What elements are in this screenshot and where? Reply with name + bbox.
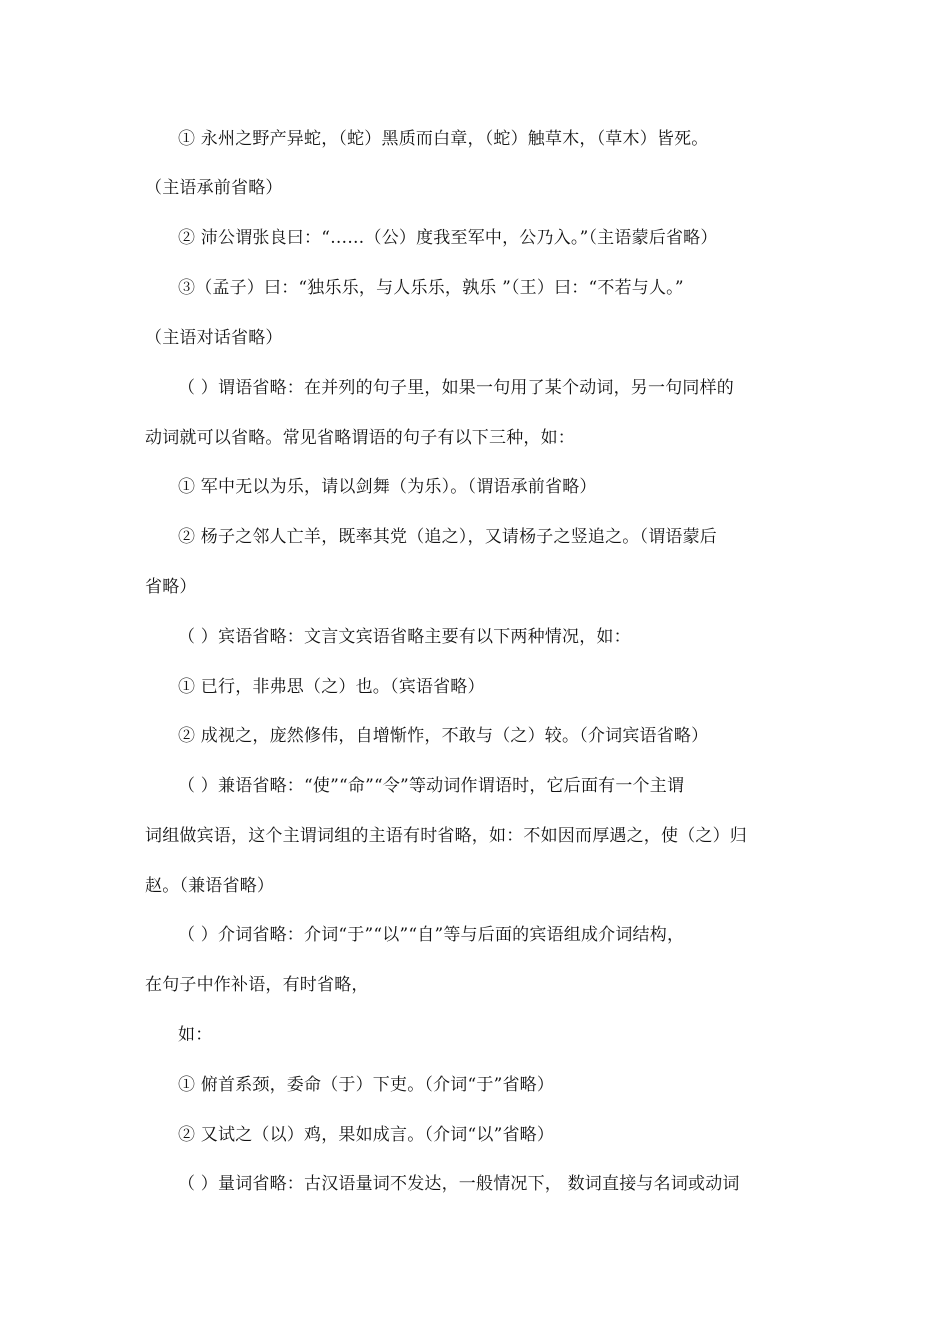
text-line: （ ）宾语省略：文言文宾语省略主要有以下两种情况，如： <box>178 627 631 647</box>
text-line: 省略） <box>145 577 197 597</box>
text-line: 动词就可以省略。常见省略谓语的句子有以下三种，如： <box>145 428 575 448</box>
text-line: ① 永州之野产异蛇，（蛇）黑质而白章，（蛇）触草木，（草木）皆死。 <box>178 129 709 149</box>
text-line: （主语对话省略） <box>145 328 283 348</box>
text-line: （ ）兼语省略：“使”“命”“令”等动词作谓语时，它后面有一个主谓 <box>178 776 685 796</box>
text-line: ② 沛公谓张良曰：“……（公）度我至军中，公乃入。”（主语蒙后省略） <box>178 228 718 248</box>
text-line: ① 军中无以为乐，请以剑舞（为乐）。（谓语承前省略） <box>178 477 597 497</box>
text-line: ③（孟子）曰：“独乐乐，与人乐乐，孰乐 ”（王）曰：“不若与人。” <box>178 278 684 298</box>
text-line: ② 成视之，庞然修伟，自增惭怍，不敢与（之）较。（介词宾语省略） <box>178 726 709 746</box>
text-line: 赵。（兼语省略） <box>145 876 275 896</box>
text-line: （ ）量词省略：古汉语量词不发达，一般情况下， 数词直接与名词或动词 <box>178 1174 740 1194</box>
text-line: 如： <box>178 1025 213 1045</box>
text-line: ② 杨子之邻人亡羊，既率其党（追之），又请杨子之竖追之。（谓语蒙后 <box>178 527 718 547</box>
text-line: （ ）谓语省略：在并列的句子里，如果一句用了某个动词，另一句同样的 <box>178 378 735 398</box>
text-line: 词组做宾语，这个主谓词组的主语有时省略，如：不如因而厚遇之，使（之）归 <box>145 826 747 846</box>
text-line: ① 俯首系颈，委命（于）下吏。（介词“于”省略） <box>178 1075 555 1095</box>
text-line: （ ）介词省略：介词“于”“以”“自”等与后面的宾语组成介词结构， <box>178 925 685 945</box>
text-line: 在句子中作补语，有时省略， <box>145 975 369 995</box>
text-line: ② 又试之（以）鸡，果如成言。（介词“以”省略） <box>178 1125 555 1145</box>
text-line: （主语承前省略） <box>145 178 283 198</box>
text-line: ① 已行，非弗思（之）也。（宾语省略） <box>178 677 485 697</box>
